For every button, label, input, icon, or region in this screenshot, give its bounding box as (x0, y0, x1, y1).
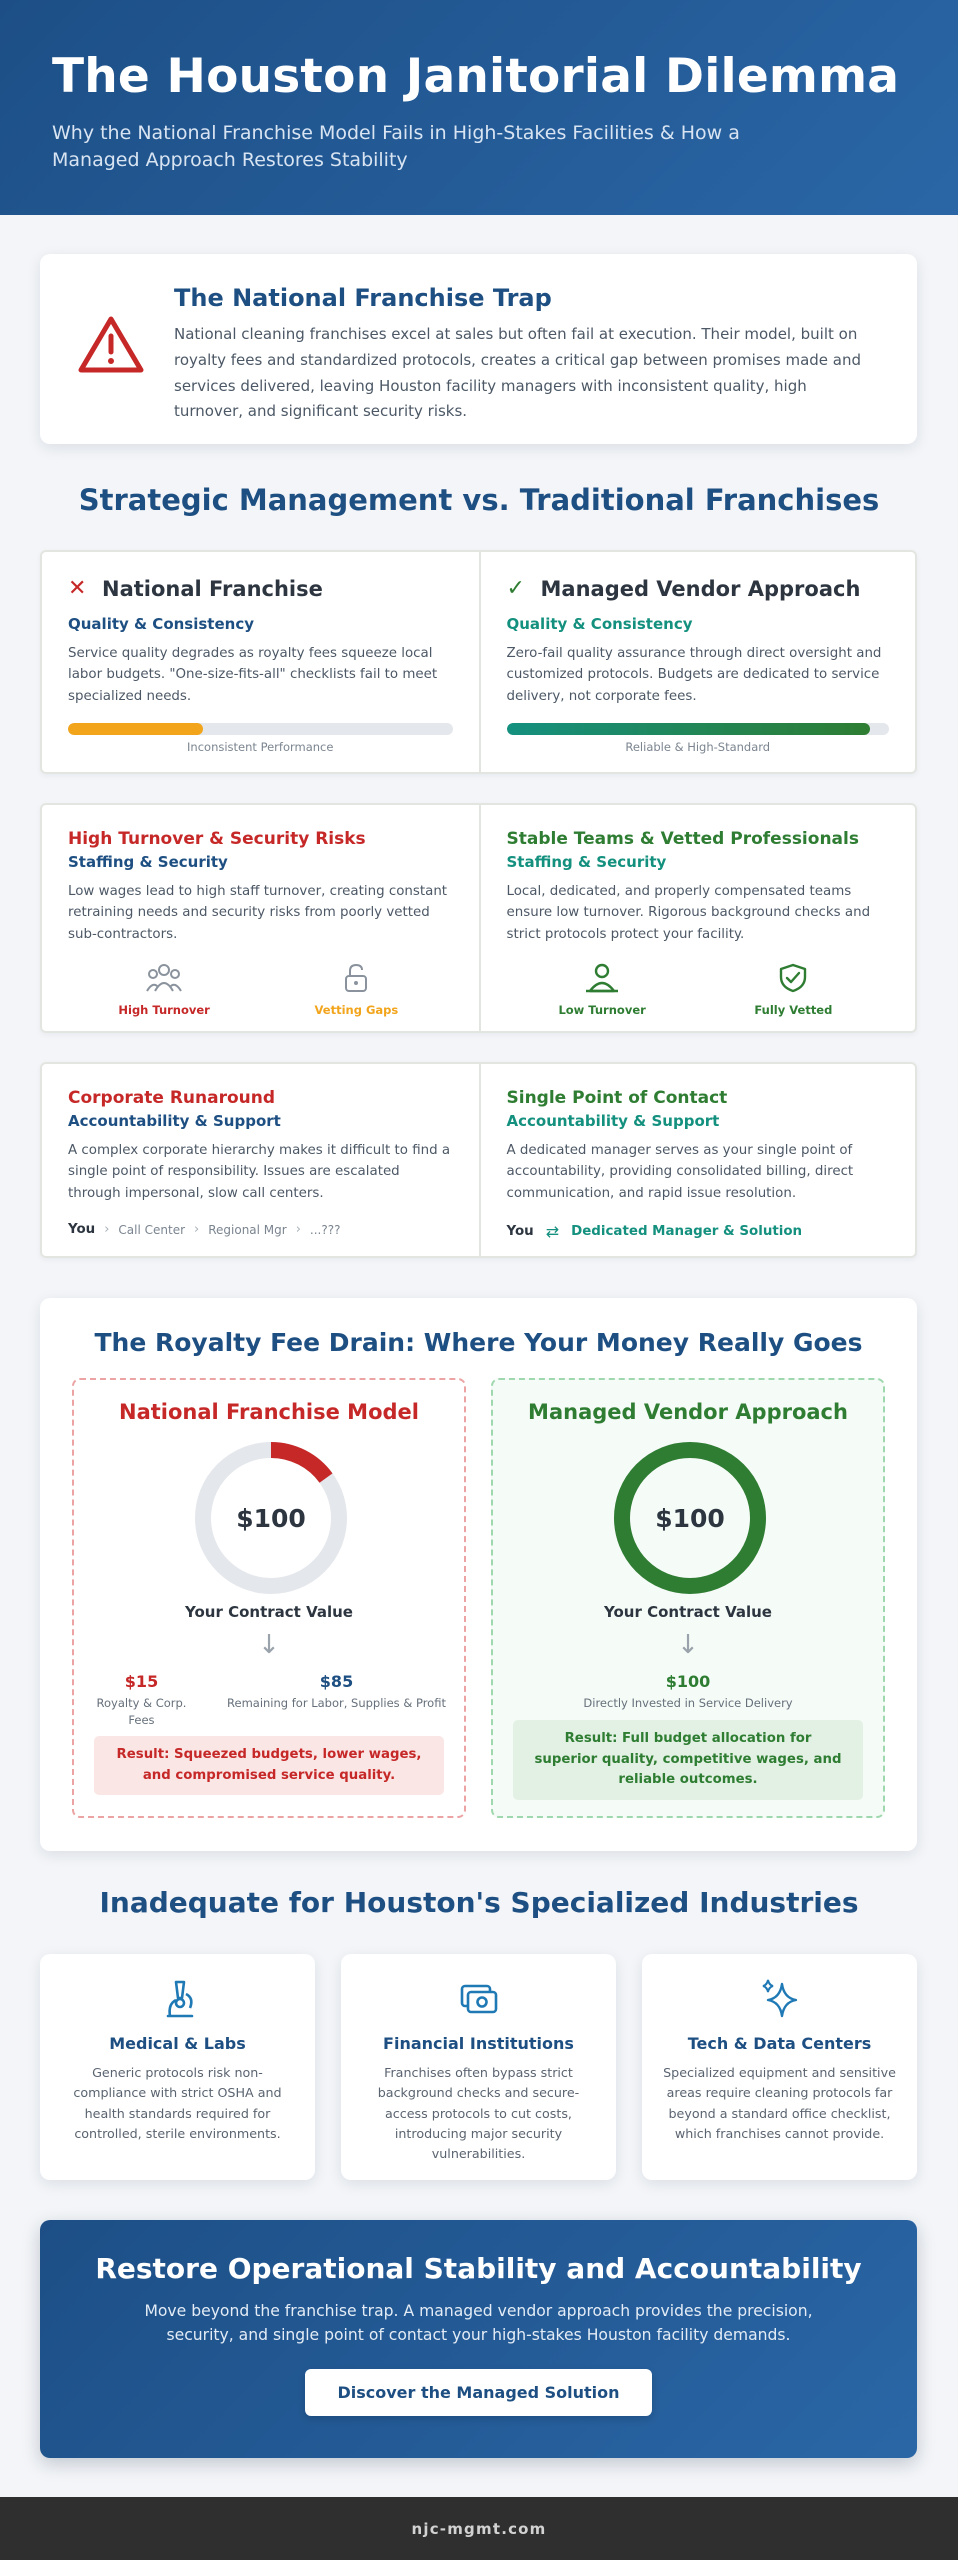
direct-path (507, 1222, 890, 1241)
escalation-path (68, 1222, 453, 1237)
franchise-trap-card (40, 254, 917, 444)
unlocked-lock-icon (341, 963, 371, 993)
quality-franchise-bar-caption: Inconsistent Performance (187, 740, 334, 755)
warning-triangle-icon (76, 314, 146, 376)
money-icon (457, 1976, 501, 2020)
cta-text: Move beyond the franchise trap. A managed vendor approach provides the precision, security, and single point of contact your high-stakes Houston facility demands. (144, 2302, 813, 2345)
managed-model-title: Managed Vendor Approach (528, 1400, 848, 1424)
remaining-label: Remaining for Labor, Supplies & Profit (227, 1696, 446, 1710)
path-call-center: Call Center (118, 1222, 186, 1237)
fee-split (87, 1672, 197, 1728)
quality-managed-subtitle: Quality & Consistency (506, 615, 693, 633)
accountability-managed-text: A dedicated manager serves as your single point of accountability, providing consolidated billing, direct communication, and rapid issue resolution. (506, 1143, 854, 1201)
managed-model-panel (491, 1378, 885, 1818)
managed-value: $100 (665, 1672, 711, 1691)
royalty-title: The Royalty Fee Drain: Where Your Money Really Goes (94, 1328, 863, 1357)
remaining-split (222, 1672, 452, 1728)
high-turnover-indicator (99, 963, 229, 1018)
franchise-split (74, 1672, 464, 1728)
trap-title: The National Franchise Trap (174, 284, 552, 312)
accountability-managed-title: Single Point of Contact (506, 1088, 728, 1108)
franchise-model-panel (72, 1378, 466, 1818)
staffing-franchise-text: Low wages lead to high staff turnover, creating constant retraining needs and security risks from poorly vetted sub-contractors. (68, 884, 448, 942)
managed-header-label: Managed Vendor Approach (540, 576, 861, 601)
accountability-managed-subtitle: Accountability & Support (506, 1112, 720, 1130)
low-turnover-indicator (537, 963, 667, 1018)
industry-title-medical: Medical & Labs (109, 2034, 246, 2053)
discover-solution-button[interactable]: Discover the Managed Solution (305, 2369, 651, 2416)
chevron-right-icon: › (295, 1222, 301, 1238)
fee-label: Royalty & Corp. Fees (96, 1696, 187, 1727)
accountability-franchise-title: Corporate Runaround (68, 1088, 276, 1108)
accountability-franchise-column (42, 1064, 479, 1256)
arrow-down-icon: ↓ (677, 1630, 699, 1660)
fee-value: $15 (124, 1672, 159, 1691)
quality-managed-column (479, 552, 916, 772)
industry-card-medical (40, 1954, 315, 2180)
accountability-managed-column (479, 1064, 916, 1256)
industry-title-tech: Tech & Data Centers (687, 2034, 872, 2053)
path-unknown: ...??? (309, 1222, 341, 1237)
users-icon (146, 963, 182, 993)
franchise-result: Result: Squeezed budgets, lower wages, and compromised service quality. (94, 1736, 444, 1795)
industry-text-tech: Specialized equipment and sensitive areas require cleaning protocols far beyond a standard office checklist, which franchises cannot provide. (663, 2065, 896, 2141)
managed-amount: $100 (655, 1503, 725, 1533)
franchise-model-title: National Franchise Model (119, 1400, 419, 1424)
quality-franchise-column (42, 552, 479, 772)
industry-card-financial (341, 1954, 616, 2180)
chevron-right-icon: › (194, 1222, 200, 1238)
page-title: The Houston Janitorial Dilemma (52, 49, 900, 104)
cta-banner (40, 2220, 917, 2458)
comparison-title: Strategic Management vs. Traditional Franchises (78, 483, 880, 517)
high-turnover-label: High Turnover (118, 1003, 210, 1018)
accountability-franchise-subtitle: Accountability & Support (68, 1112, 281, 1130)
footer-domain-link[interactable]: njc-mgmt.com (411, 2519, 547, 2538)
direct-path-you: You (506, 1224, 534, 1240)
staffing-franchise-column (42, 805, 479, 1031)
managed-investment (583, 1672, 792, 1712)
page-subtitle: Why the National Franchise Model Fails in High-Stakes Facilities & How a Managed Approach Restores Stability (52, 122, 740, 171)
footer (0, 2497, 958, 2560)
fully-vetted-label: Fully Vetted (754, 1003, 833, 1018)
royalty-fee-card (40, 1298, 917, 1851)
franchise-header (68, 576, 453, 601)
industry-text-medical: Generic protocols risk non-compliance with strict OSHA and health standards required for controlled, sterile environments. (73, 2065, 282, 2141)
quality-comparison-row (40, 550, 917, 774)
staffing-franchise-subtitle: Staffing & Security (68, 853, 228, 871)
franchise-amount: $100 (236, 1503, 306, 1533)
staffing-managed-subtitle: Staffing & Security (506, 853, 667, 871)
managed-value-label: Directly Invested in Service Delivery (583, 1696, 793, 1710)
staffing-managed-title: Stable Teams & Vetted Professionals (506, 829, 859, 849)
franchise-contract-label: Your Contract Value (185, 1603, 353, 1621)
cross-icon: ✕ (68, 576, 87, 601)
managed-contract-label: Your Contract Value (604, 1603, 772, 1621)
franchise-header-label: National Franchise (102, 576, 323, 601)
quality-managed-bar-fill (507, 723, 870, 735)
fully-vetted-indicator (728, 963, 858, 1018)
accountability-comparison-row (40, 1062, 917, 1258)
quality-managed-text: Zero-fail quality assurance through direct oversight and customized protocols. Budgets are dedicated to service delivery, not corporate fees. (506, 646, 882, 704)
hero-banner (0, 0, 958, 215)
vetting-gaps-label: Vetting Gaps (314, 1003, 399, 1018)
industry-text-financial: Franchises often bypass strict background checks and secure-access protocols to cut costs, introducing major security vulnerabilities. (377, 2065, 580, 2162)
quality-managed-bar-caption: Reliable & High-Standard (625, 740, 771, 755)
shield-check-icon (778, 963, 808, 993)
industry-title-financial: Financial Institutions (383, 2034, 574, 2053)
managed-header (507, 576, 890, 601)
remaining-value: $85 (319, 1672, 354, 1691)
industries-title: Inadequate for Houston's Specialized Industries (99, 1886, 859, 1919)
vetting-gaps-indicator (291, 963, 421, 1018)
quality-managed-bar (507, 723, 890, 735)
staffing-managed-column (479, 805, 916, 1031)
person-team-icon (584, 963, 620, 993)
path-you: You (68, 1222, 96, 1238)
quality-franchise-subtitle: Quality & Consistency (68, 615, 254, 633)
industry-card-tech (642, 1954, 917, 2180)
path-regional-mgr: Regional Mgr (208, 1222, 287, 1237)
exchange-arrows-icon: ⇄ (545, 1222, 560, 1242)
check-icon: ✓ (506, 576, 525, 601)
microscope-icon (156, 1976, 200, 2020)
staffing-managed-text: Local, dedicated, and properly compensated teams ensure low turnover. Rigorous background checks and strict protocols protect your facility. (506, 884, 871, 942)
arrow-down-icon: ↓ (258, 1630, 280, 1660)
quality-franchise-bar-fill (68, 723, 203, 735)
sparkle-icon (758, 1976, 802, 2020)
managed-result: Result: Full budget allocation for superior quality, competitive wages, and reliable outcomes. (513, 1720, 863, 1800)
staffing-comparison-row (40, 803, 917, 1033)
cta-title: Restore Operational Stability and Accountability (95, 2252, 862, 2285)
staffing-franchise-title: High Turnover & Security Risks (68, 829, 366, 849)
quality-franchise-text: Service quality degrades as royalty fees squeeze local labor budgets. "One-size-fits-all" checklists fail to meet specialized needs. (68, 646, 438, 704)
low-turnover-label: Low Turnover (558, 1003, 646, 1018)
direct-path-target: Dedicated Manager & Solution (571, 1224, 803, 1240)
chevron-right-icon: › (104, 1222, 110, 1238)
trap-text: National cleaning franchises excel at sales but often fail at execution. Their model, built on royalty fees and standardized protocols, creates a critical gap between promises made and services delivered, leaving Houston facility managers with inconsistent quality, high turnover, and significant security risks. (174, 325, 861, 421)
managed-split (493, 1672, 883, 1712)
quality-franchise-bar (68, 723, 453, 735)
accountability-franchise-text: A complex corporate hierarchy makes it difficult to find a single point of responsibility. Issues are escalated through impersonal, slow call centers. (68, 1143, 451, 1201)
